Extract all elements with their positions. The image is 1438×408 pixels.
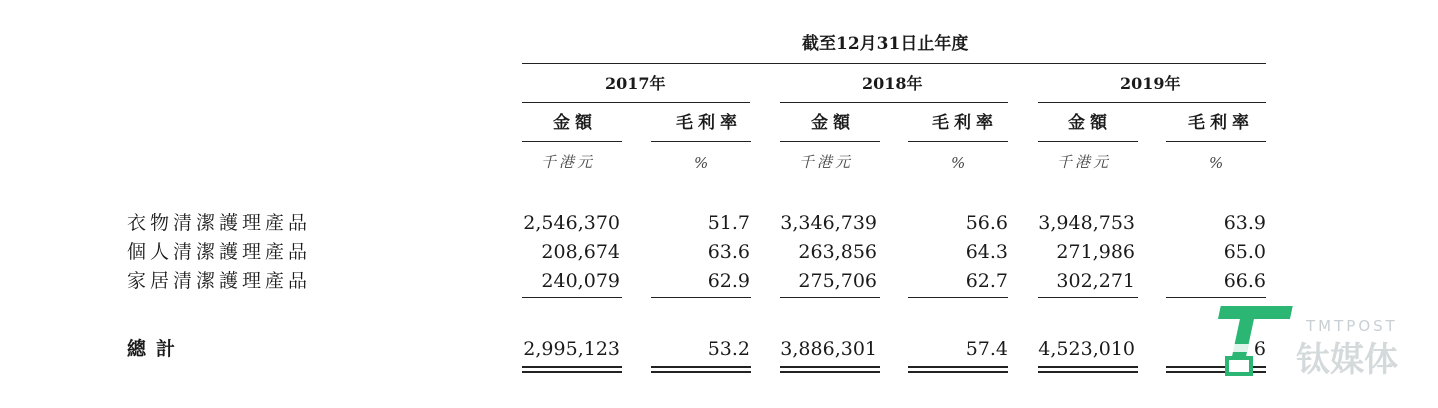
subtotal-rule [1038, 297, 1138, 298]
subtotal-rule [651, 297, 751, 298]
table-cell: 63.9 [1223, 212, 1266, 234]
table-cell: 65.0 [1223, 241, 1266, 263]
year-rule-2018 [780, 102, 1008, 103]
table-cell: 3,346,739 [780, 212, 877, 234]
margin-header-2019: 毛利率 [1188, 113, 1254, 133]
total-cell: 6 [1253, 338, 1266, 360]
table-cell: 3,948,753 [1038, 212, 1135, 234]
unit-amount-2017: 千港元 [541, 153, 596, 171]
table-cell: 64.3 [965, 241, 1008, 263]
amount-header-2019: 金額 [1068, 113, 1112, 133]
total-double-rule [522, 371, 622, 373]
total-cell: 57.4 [965, 338, 1008, 360]
total-double-rule [651, 371, 751, 373]
table-cell: 208,674 [541, 241, 620, 263]
colhead-rule-amount-2017 [522, 141, 622, 142]
table-cell: 63.6 [707, 241, 750, 263]
colhead-rule-amount-2018 [780, 141, 880, 142]
period-header: 截至12月31日止年度 [802, 34, 969, 54]
watermark-latin: TMTPOST [1306, 317, 1398, 335]
unit-amount-2018: 千港元 [799, 153, 854, 171]
total-cell: 53.2 [707, 338, 750, 360]
colhead-rule-margin-2018 [908, 141, 1008, 142]
subtotal-rule [522, 297, 622, 298]
table-cell: 62.7 [965, 270, 1008, 292]
table-cell: 271,986 [1056, 241, 1135, 263]
table-cell: 263,856 [798, 241, 877, 263]
row-label-household-care: 家居清潔護理產品 [127, 270, 312, 292]
total-double-rule [908, 366, 1008, 368]
total-double-rule [908, 371, 1008, 373]
colhead-rule-margin-2019 [1166, 141, 1266, 142]
period-header-rule [522, 63, 1266, 64]
total-cell: 4,523,010 [1038, 338, 1135, 360]
table-cell: 62.9 [707, 270, 750, 292]
table-cell: 2,546,370 [523, 212, 620, 234]
amount-header-2018: 金額 [811, 113, 855, 133]
table-cell: 275,706 [798, 270, 877, 292]
total-double-rule [1038, 371, 1138, 373]
year-rule-2019 [1038, 102, 1266, 103]
table-cell: 51.7 [707, 212, 750, 234]
row-label-personal-care: 個人清潔護理產品 [127, 241, 312, 263]
unit-amount-2019: 千港元 [1057, 153, 1112, 171]
table-cell: 302,271 [1056, 270, 1135, 292]
table-cell: 66.6 [1223, 270, 1266, 292]
year-header-2017: 2017年 [605, 74, 666, 93]
total-cell: 2,995,123 [523, 338, 620, 360]
margin-header-2017: 毛利率 [676, 113, 742, 133]
table-cell: 56.6 [965, 212, 1008, 234]
total-double-rule [1038, 366, 1138, 368]
total-label: 總計 [127, 338, 186, 360]
year-header-2018: 2018年 [862, 74, 923, 93]
tmtpost-logo-icon [1218, 300, 1300, 382]
watermark-cn: 钛媒体 [1296, 340, 1398, 380]
margin-header-2018: 毛利率 [932, 113, 998, 133]
row-label-fabric-care: 衣物清潔護理產品 [127, 212, 312, 234]
colhead-rule-amount-2019 [1038, 141, 1138, 142]
colhead-rule-margin-2017 [651, 141, 751, 142]
amount-header-2017: 金額 [553, 113, 597, 133]
unit-margin-2018: % [951, 154, 969, 172]
table-cell: 240,079 [541, 270, 620, 292]
year-header-2019: 2019年 [1120, 74, 1181, 93]
total-double-rule [780, 371, 880, 373]
year-rule-2017 [522, 102, 750, 103]
total-double-rule [651, 366, 751, 368]
total-double-rule [780, 366, 880, 368]
unit-margin-2017: % [694, 154, 712, 172]
subtotal-rule [780, 297, 880, 298]
subtotal-rule [1166, 297, 1266, 298]
unit-margin-2019: % [1209, 154, 1227, 172]
subtotal-rule [908, 297, 1008, 298]
total-cell: 3,886,301 [780, 338, 877, 360]
total-double-rule [522, 366, 622, 368]
